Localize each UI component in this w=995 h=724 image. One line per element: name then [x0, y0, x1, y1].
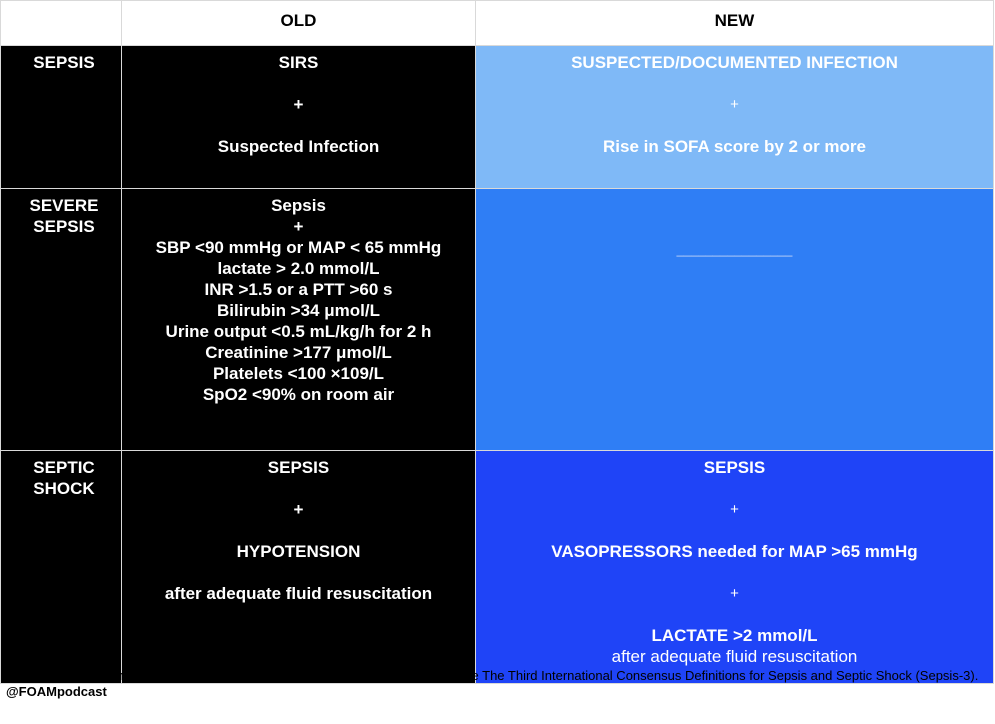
septic-shock-row [1, 451, 994, 684]
citation-footer [6, 668, 986, 700]
septic-shock-old-cell [122, 451, 476, 684]
severe-old-line: Creatinine >177 μmol/L [205, 343, 392, 362]
septic-shock-new-cell [476, 451, 994, 684]
sepsis-row-label [1, 46, 122, 189]
header-blank-cell [1, 1, 122, 46]
shock-new-line: VASOPRESSORS needed for MAP >65 mmHg [551, 542, 918, 561]
sepsis-old-plus: + [293, 95, 304, 114]
severe-sepsis-row [1, 189, 994, 451]
header-old: OLD [122, 1, 476, 46]
shock-old-line: SEPSIS [267, 458, 330, 477]
severe-old-line: Urine output <0.5 mL/kg/h for 2 h [165, 322, 432, 341]
severe-old-line: Sepsis [271, 196, 326, 215]
citation-text: Singer M, Deutschman CS, Seymour CW, et al: The Sepsis Definitions Task Force The Third International Consensus Definitions for Sepsis and Septic Shock (Sepsis-3). [6, 668, 979, 683]
septic-shock-row-label [1, 451, 122, 684]
severe-old-line: INR >1.5 or a PTT >60 s [204, 280, 393, 299]
severe-label-line: SEPSIS [33, 217, 95, 236]
sepsis-old-cell [122, 46, 476, 189]
shock-label-line: SHOCK [33, 479, 95, 498]
sepsis-label: SEPSIS [33, 53, 95, 72]
shock-old-plus: + [293, 500, 304, 519]
severe-label-line: SEVERE [29, 196, 99, 215]
severe-old-line: Platelets <100 ×109/L [212, 364, 385, 383]
sepsis-new-cell [476, 46, 994, 189]
severe-sepsis-new-cell [476, 189, 994, 451]
header-row [1, 1, 994, 46]
shock-label-line: SEPTIC [33, 458, 95, 477]
shock-new-line: after adequate fluid resuscitation [611, 647, 858, 666]
severe-old-line: SBP <90 mmHg or MAP < 65 mmHg [155, 238, 442, 257]
header-new: NEW [476, 1, 994, 46]
severe-sepsis-row-label [1, 189, 122, 451]
shock-old-line: HYPOTENSION [236, 542, 361, 561]
sepsis-row [1, 46, 994, 189]
severe-sepsis-old-cell [122, 189, 476, 451]
severe-old-line: SpO2 <90% on room air [202, 385, 395, 404]
twitter-handle: @FOAMpodcast [6, 684, 107, 699]
shock-old-line: after adequate fluid resuscitation [164, 584, 433, 603]
severe-old-line: lactate > 2.0 mmol/L [217, 259, 380, 278]
sepsis-old-line: SIRS [278, 53, 319, 72]
shock-new-plus: + [730, 585, 739, 602]
sepsis-new-plus: + [730, 96, 739, 113]
severe-new-placeholder: ________________ [676, 242, 793, 257]
severe-old-plus: + [293, 217, 304, 236]
shock-new-line: LACTATE >2 mmol/L [651, 626, 818, 645]
shock-new-plus: + [730, 501, 739, 518]
sepsis-old-line: Suspected Infection [217, 137, 380, 156]
sepsis-new-line: SUSPECTED/DOCUMENTED INFECTION [571, 53, 898, 72]
severe-old-line: Bilirubin >34 μmol/L [217, 301, 380, 320]
shock-new-line: SEPSIS [703, 458, 766, 477]
sepsis-new-line: Rise in SOFA score by 2 or more [603, 137, 866, 156]
